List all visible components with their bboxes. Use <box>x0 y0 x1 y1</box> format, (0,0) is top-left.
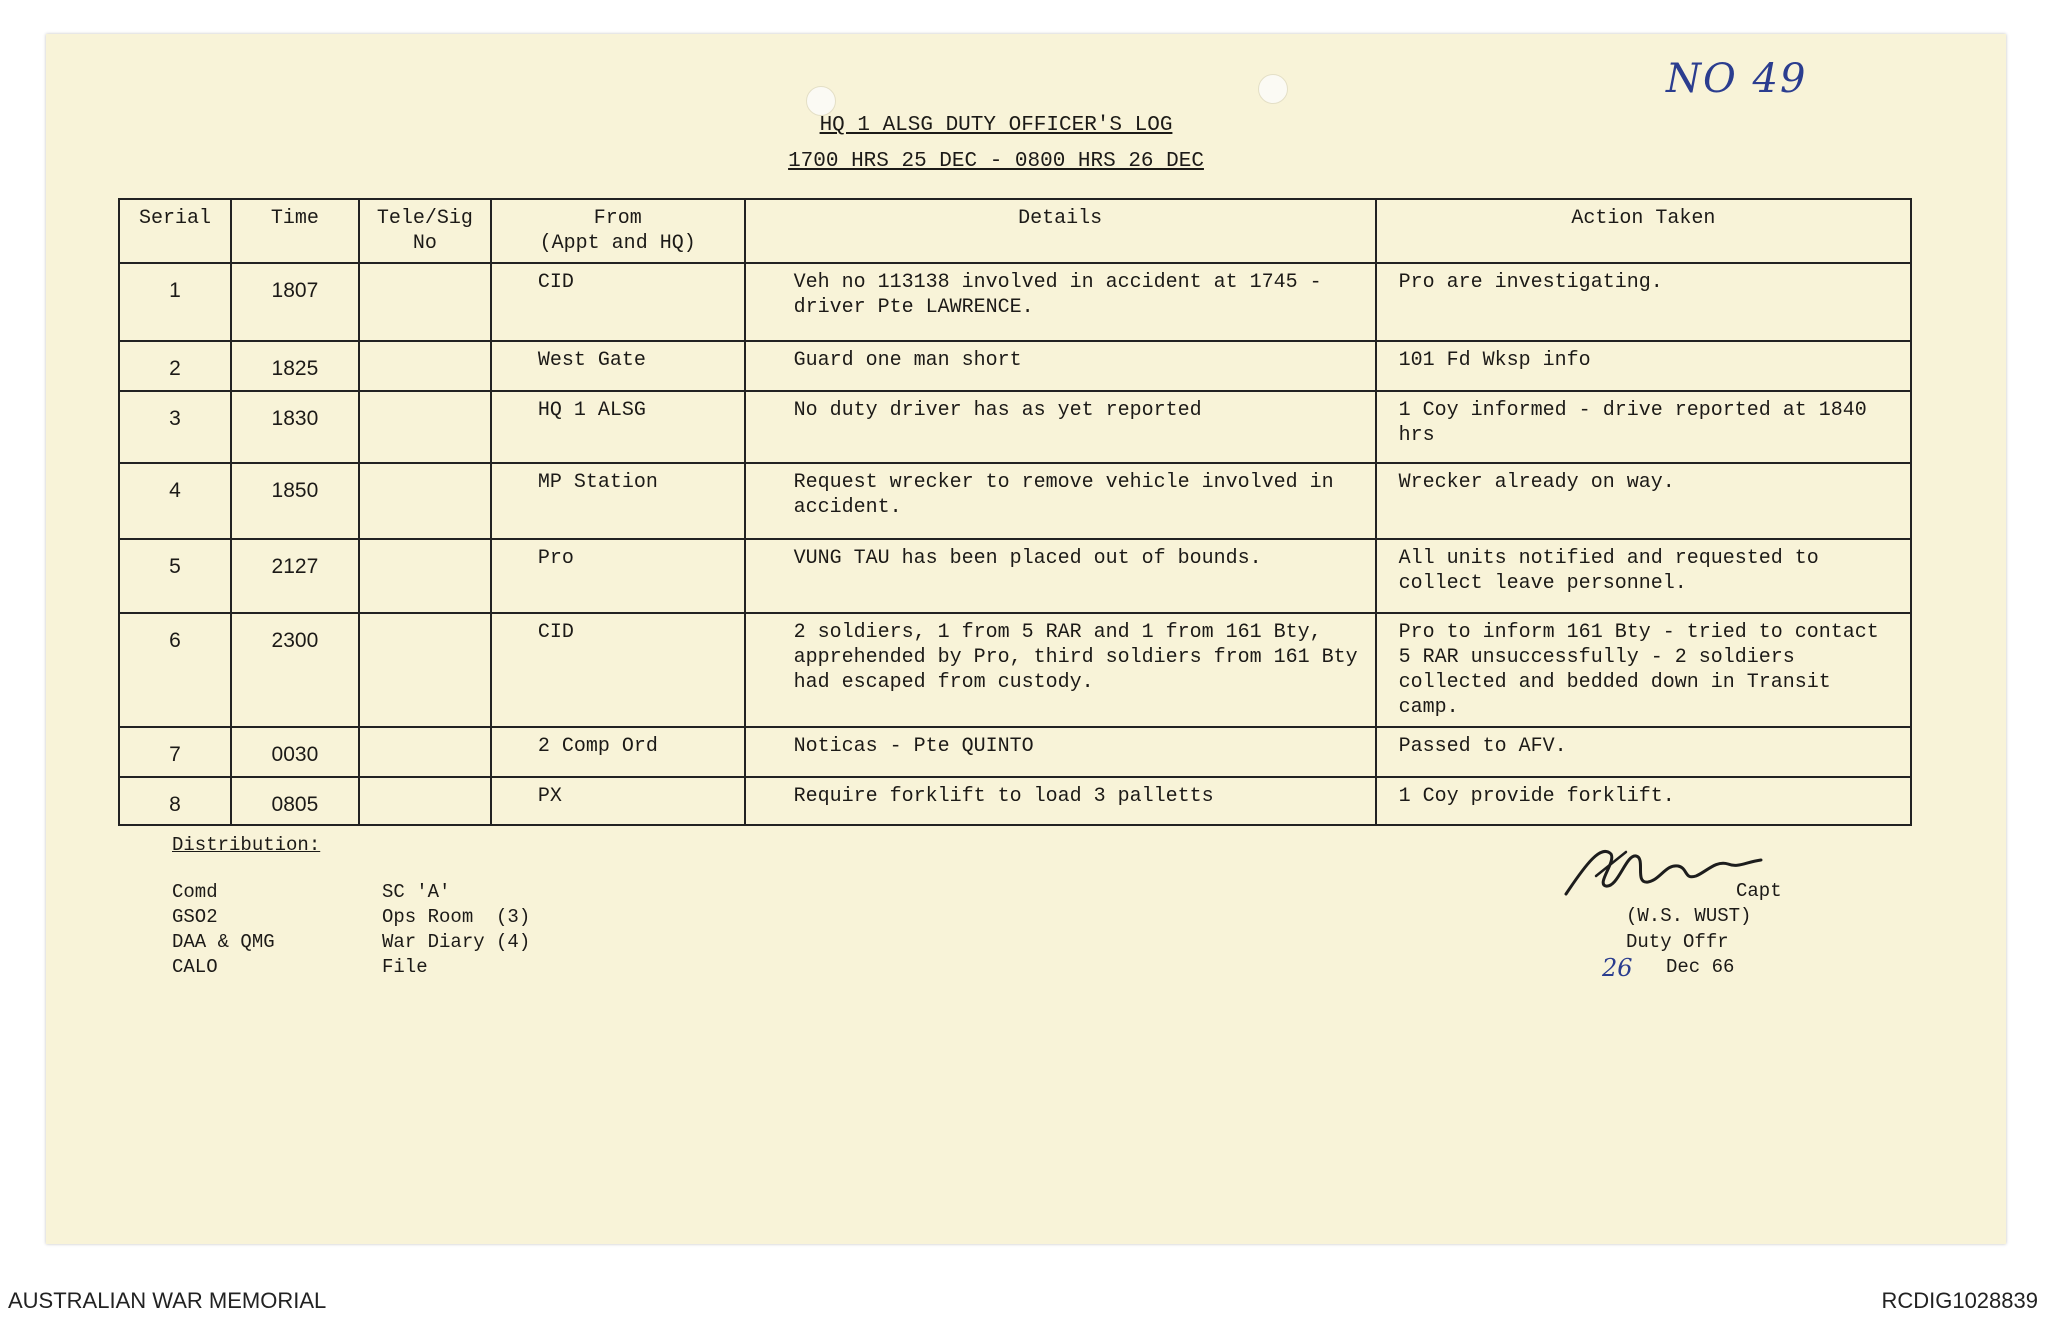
header-from-line2: (Appt and HQ) <box>539 232 696 255</box>
document-page <box>46 34 2006 1244</box>
header-telesig-line2: No <box>412 232 437 255</box>
cell-serial: 7 <box>119 727 231 777</box>
list-item: Comd <box>172 881 218 903</box>
cell-action: 101 Fd Wksp info <box>1376 341 1911 391</box>
cell-details: 2 soldiers, 1 from 5 RAR and 1 from 161 Bty, apprehended by Pro, third soldiers from 161 Bty had escaped from custody. <box>745 613 1376 727</box>
cell-details: Request wrecker to remove vehicle involved in accident. <box>745 463 1376 539</box>
cell-time: 2127 <box>231 539 359 613</box>
cell-from: PX <box>491 777 745 825</box>
list-item: CALO <box>172 956 218 978</box>
list-item: War Diary (4) <box>382 931 531 953</box>
cell-details: VUNG TAU has been placed out of bounds. <box>745 539 1376 613</box>
cell-serial: 6 <box>119 613 231 727</box>
signature-date: Dec 66 <box>1666 956 1735 978</box>
header-from <box>491 199 745 263</box>
cell-telesig <box>359 727 491 777</box>
cell-details: Veh no 113138 involved in accident at 1745 - driver Pte LAWRENCE. <box>745 263 1376 341</box>
cell-from: West Gate <box>491 341 745 391</box>
cell-time: 0030 <box>231 727 359 777</box>
cell-details: Guard one man short <box>745 341 1376 391</box>
handwritten-number: NO 49 <box>1666 56 1808 102</box>
distribution-heading: Distribution: <box>172 834 321 856</box>
cell-details: Require forklift to load 3 palletts <box>745 777 1376 825</box>
cell-action: Passed to AFV. <box>1376 727 1911 777</box>
cell-telesig <box>359 391 491 463</box>
cell-serial: 5 <box>119 539 231 613</box>
cell-from: 2 Comp Ord <box>491 727 745 777</box>
cell-action: 1 Coy informed - drive reported at 1840 hrs <box>1376 391 1911 463</box>
signature-name: (W.S. WUST) <box>1626 905 1752 927</box>
list-item: DAA & QMG <box>172 931 275 953</box>
log-period: 1700 HRS 25 DEC - 0800 HRS 26 DEC <box>788 150 1204 173</box>
cell-serial: 8 <box>119 777 231 825</box>
archive-reference: RCDIG1028839 <box>1881 1288 2038 1313</box>
cell-action: Pro are investigating. <box>1376 263 1911 341</box>
table-row <box>119 613 1911 727</box>
table-row <box>119 539 1911 613</box>
handwritten-date: 26 <box>1602 954 1633 982</box>
cell-from: CID <box>491 263 745 341</box>
distribution-list-2 <box>382 880 530 980</box>
header-details: Details <box>745 199 1376 263</box>
header-from-line1: From <box>593 207 642 230</box>
cell-serial: 3 <box>119 391 231 463</box>
header-telesig-line1: Tele/Sig <box>376 207 473 230</box>
punch-hole <box>806 86 836 116</box>
cell-serial: 1 <box>119 263 231 341</box>
cell-telesig <box>359 341 491 391</box>
table-row <box>119 263 1911 341</box>
cell-details: No duty driver has as yet reported <box>745 391 1376 463</box>
punch-hole <box>1258 74 1288 104</box>
list-item: File <box>382 956 428 978</box>
list-item: SC 'A' <box>382 881 451 903</box>
log-title: HQ 1 ALSG DUTY OFFICER'S LOG <box>819 114 1173 137</box>
list-item: GSO2 <box>172 906 218 928</box>
cell-time: 2300 <box>231 613 359 727</box>
signature-role: Duty Offr <box>1626 931 1729 953</box>
cell-time: 1807 <box>231 263 359 341</box>
duty-log-table <box>118 198 1912 826</box>
cell-serial: 2 <box>119 341 231 391</box>
table-row <box>119 463 1911 539</box>
cell-telesig <box>359 463 491 539</box>
list-item: Ops Room (3) <box>382 906 531 928</box>
cell-telesig <box>359 263 491 341</box>
cell-action: 1 Coy provide forklift. <box>1376 777 1911 825</box>
table-row <box>119 341 1911 391</box>
cell-from: CID <box>491 613 745 727</box>
cell-time: 1825 <box>231 341 359 391</box>
table-row <box>119 391 1911 463</box>
signature-rank: Capt <box>1736 880 1782 902</box>
cell-telesig <box>359 613 491 727</box>
cell-telesig <box>359 539 491 613</box>
cell-serial: 4 <box>119 463 231 539</box>
cell-time: 1850 <box>231 463 359 539</box>
header-time: Time <box>231 199 359 263</box>
cell-action: Wrecker already on way. <box>1376 463 1911 539</box>
table-row <box>119 777 1911 825</box>
cell-action: Pro to inform 161 Bty - tried to contact 5 RAR unsuccessfully - 2 soldiers collected and bedded down in Transit camp. <box>1376 613 1911 727</box>
cell-from: HQ 1 ALSG <box>491 391 745 463</box>
cell-time: 1830 <box>231 391 359 463</box>
table-header-row <box>119 199 1911 263</box>
distribution-list-1 <box>172 880 275 980</box>
cell-from: Pro <box>491 539 745 613</box>
cell-action: All units notified and requested to collect leave personnel. <box>1376 539 1911 613</box>
cell-time: 0805 <box>231 777 359 825</box>
header-telesig <box>359 199 491 263</box>
cell-details: Noticas - Pte QUINTO <box>745 727 1376 777</box>
archive-credit: AUSTRALIAN WAR MEMORIAL <box>8 1288 327 1313</box>
cell-from: MP Station <box>491 463 745 539</box>
table-row <box>119 727 1911 777</box>
header-action: Action Taken <box>1376 199 1911 263</box>
header-serial: Serial <box>119 199 231 263</box>
cell-telesig <box>359 777 491 825</box>
